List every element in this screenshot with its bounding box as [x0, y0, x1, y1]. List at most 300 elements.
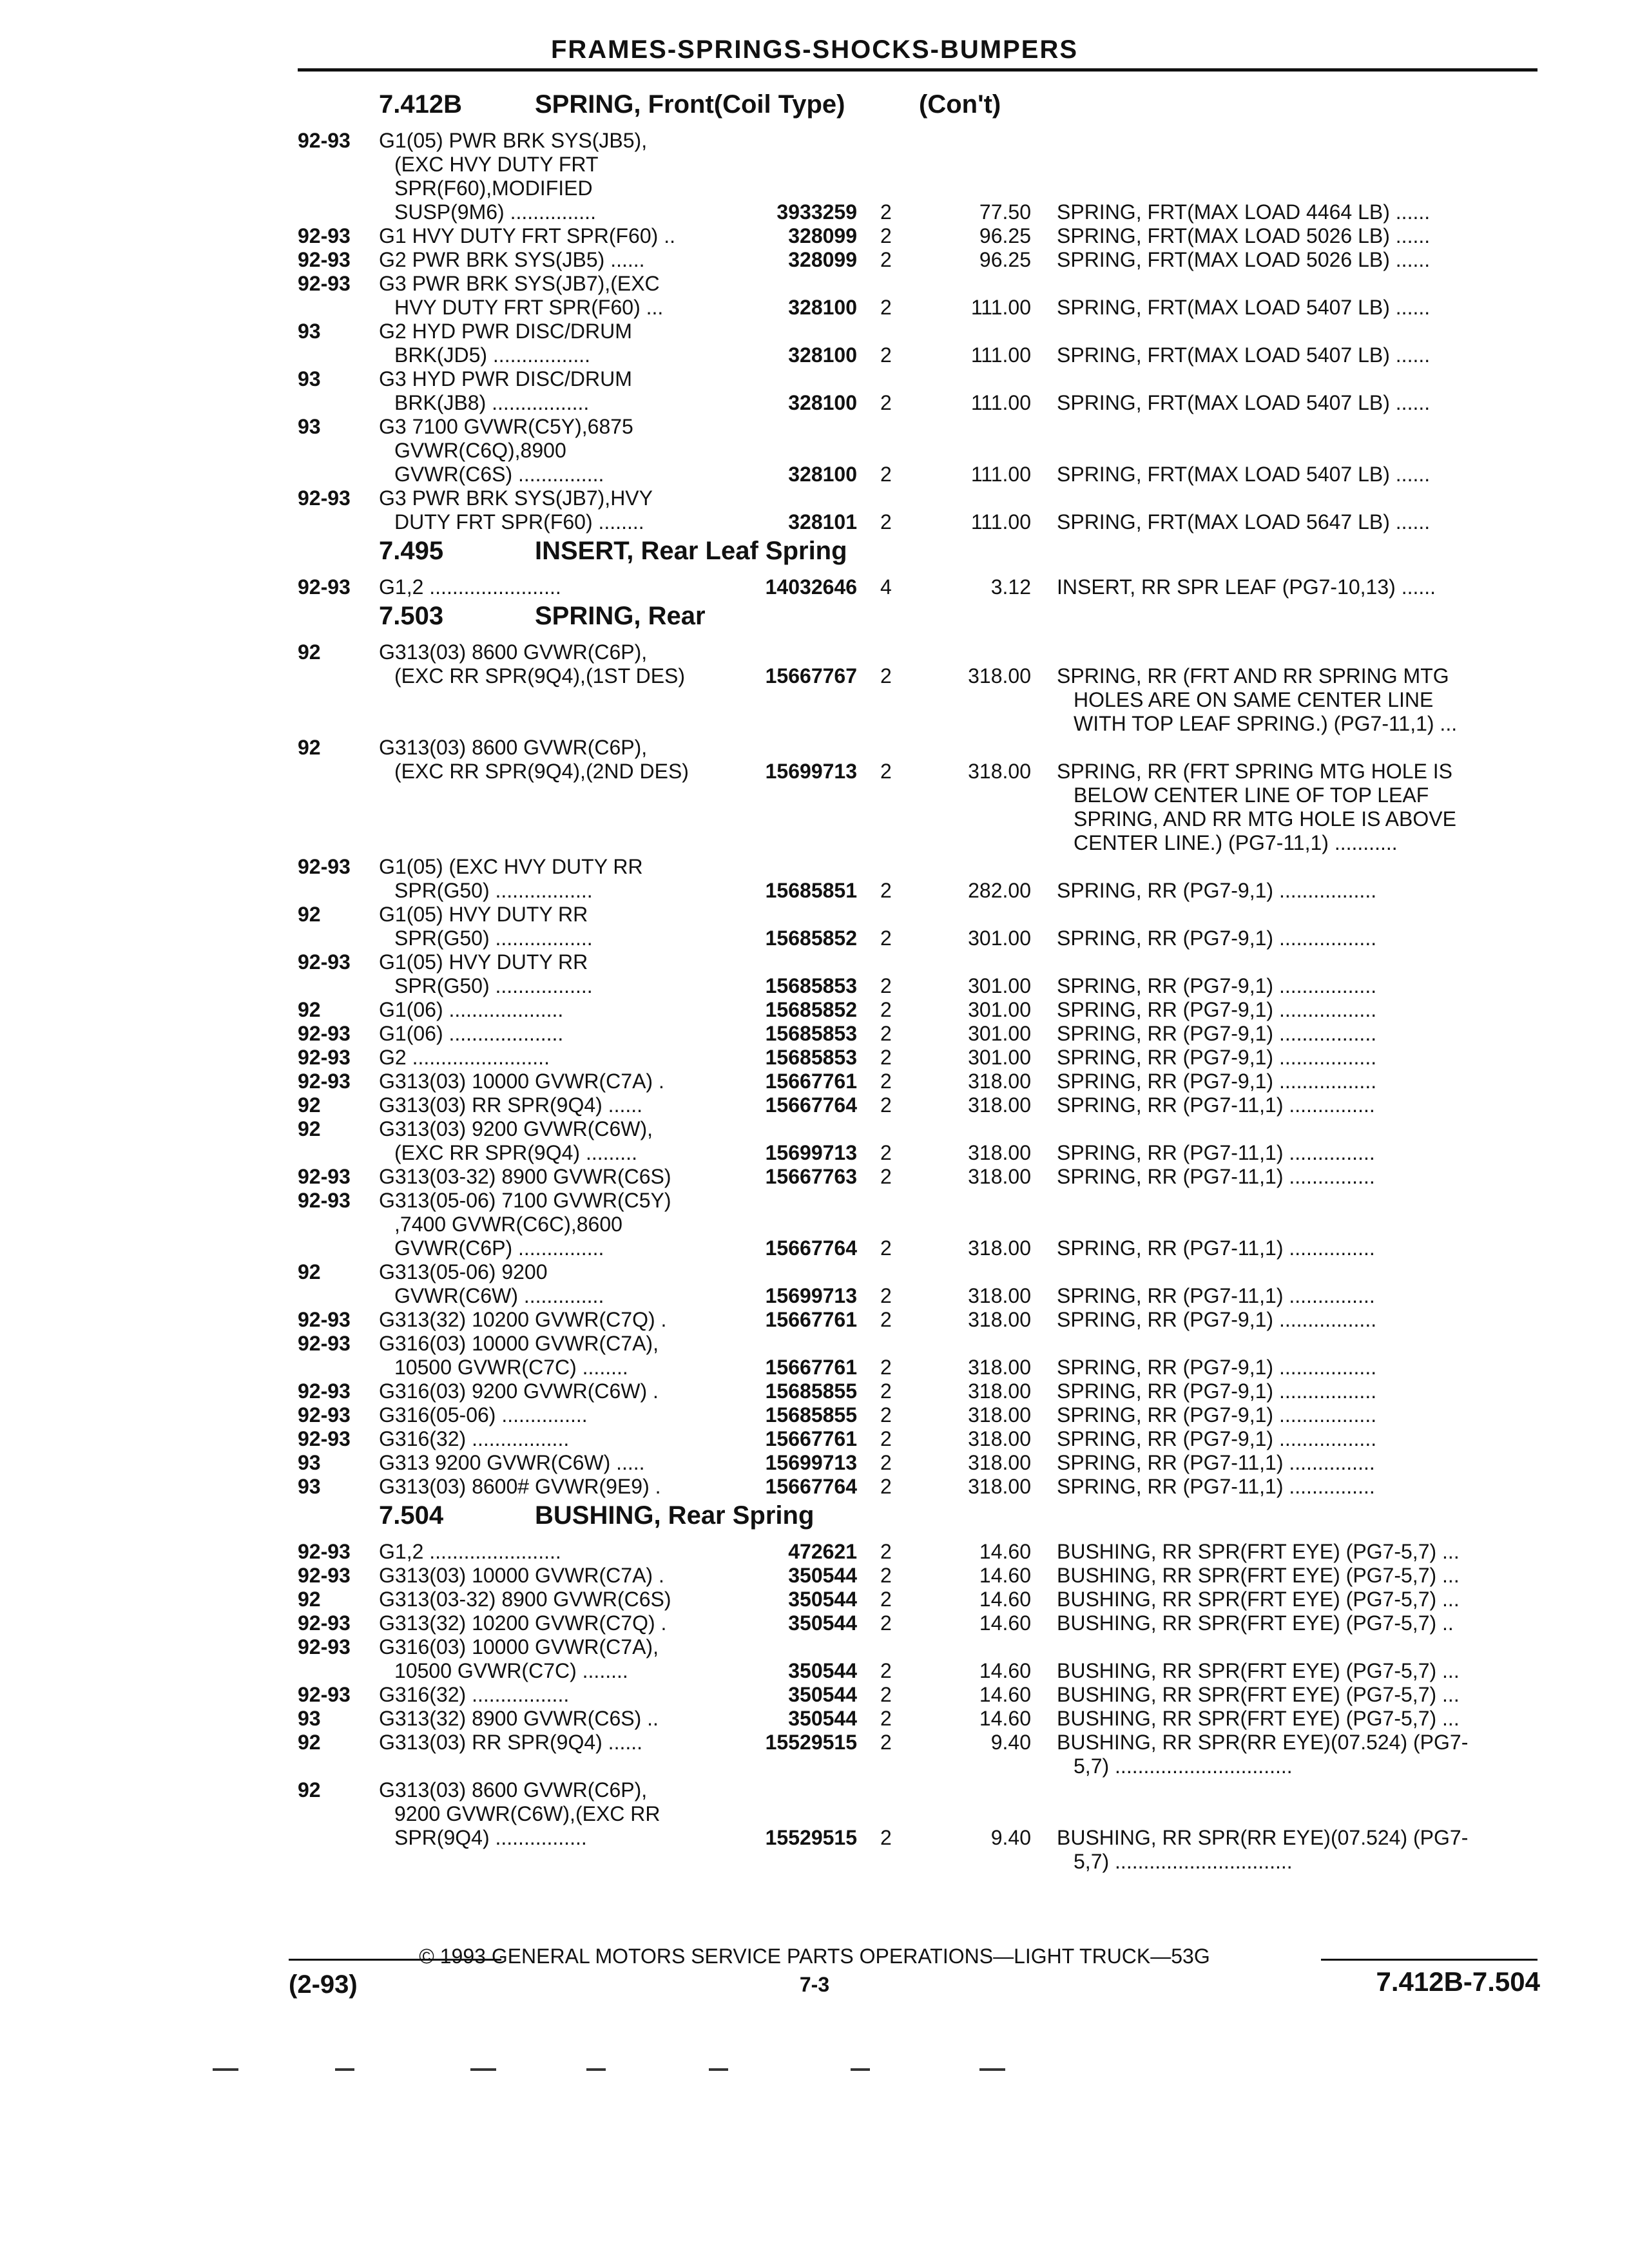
model-application: 10500 GVWR(C7C) ........ [394, 1356, 628, 1379]
part-number: 15667761 [765, 1070, 857, 1093]
part-number: 15685853 [765, 1046, 857, 1069]
model-application: G313(03) 8600 GVWR(C6P), [379, 1778, 648, 1802]
model-application: G313(03) 10000 GVWR(C7A) . [379, 1070, 664, 1093]
part-number: 15529515 [765, 1731, 857, 1754]
model-application: G1 HVY DUTY FRT SPR(F60) .. [379, 224, 675, 247]
table-row [0, 855, 1629, 903]
model-application: G313(03-32) 8900 GVWR(C6S) [379, 1165, 671, 1188]
part-description: WITH TOP LEAF SPRING.) (PG7-11,1) ... [1074, 712, 1458, 735]
table-row [0, 1379, 1629, 1403]
part-description: SPRING, RR (PG7-9,1) ................. [1057, 1403, 1377, 1427]
model-application: 10500 GVWR(C7C) ........ [394, 1659, 628, 1682]
model-application: G316(03) 10000 GVWR(C7A), [379, 1332, 659, 1355]
table-row [0, 1707, 1629, 1731]
part-number: 328100 [788, 296, 857, 319]
part-number: 350544 [788, 1588, 857, 1611]
model-year: 92-93 [298, 1070, 351, 1093]
quantity: 2 [880, 927, 892, 950]
model-application: SPR(F60),MODIFIED [394, 177, 593, 200]
model-application: G1(06) .................... [379, 998, 564, 1021]
price: 301.00 [968, 974, 1031, 997]
quantity: 2 [880, 1356, 892, 1379]
part-number: 15667764 [765, 1475, 857, 1498]
part-number: 328100 [788, 343, 857, 367]
price: 282.00 [968, 879, 1031, 902]
section-heading [0, 602, 1629, 634]
part-number: 350544 [788, 1611, 857, 1635]
part-description: SPRING, FRT(MAX LOAD 5026 LB) ...... [1057, 224, 1431, 247]
model-application: G2 ........................ [379, 1046, 550, 1069]
page-header-title: FRAMES-SPRINGS-SHOCKS-BUMPERS [550, 35, 1079, 64]
price: 318.00 [968, 1475, 1031, 1498]
quantity: 2 [880, 1475, 892, 1498]
table-row [0, 1189, 1629, 1260]
price: 318.00 [968, 1451, 1031, 1474]
price: 301.00 [968, 998, 1031, 1021]
price: 318.00 [968, 1284, 1031, 1307]
model-year: 93 [298, 320, 321, 343]
price: 318.00 [968, 1427, 1031, 1450]
header-rule [298, 68, 1537, 72]
part-description: BUSHING, RR SPR(FRT EYE) (PG7-5,7) ... [1057, 1564, 1460, 1587]
model-application: G1,2 ....................... [379, 575, 561, 599]
table-row [0, 1403, 1629, 1427]
quantity: 2 [880, 200, 892, 224]
model-year: 92-93 [298, 486, 351, 510]
model-application: BRK(JD5) ................. [394, 343, 591, 367]
model-application: G313(32) 10200 GVWR(C7Q) . [379, 1308, 667, 1331]
part-number: 328100 [788, 391, 857, 414]
price: 14.60 [979, 1611, 1031, 1635]
quantity: 2 [880, 1141, 892, 1164]
footer-copyright: © 1993 GENERAL MOTORS SERVICE PARTS OPERATIONS—LIGHT TRUCK—53G [419, 1945, 1210, 1968]
model-application: G313(32) 10200 GVWR(C7Q) . [379, 1611, 667, 1635]
quantity: 2 [880, 1659, 892, 1682]
model-year: 92 [298, 1093, 321, 1117]
table-row [0, 950, 1629, 998]
part-description: SPRING, RR (PG7-11,1) ............... [1057, 1093, 1375, 1117]
model-year: 92 [298, 1731, 321, 1754]
table-row [0, 129, 1629, 224]
part-number: 350544 [788, 1683, 857, 1706]
part-description: BUSHING, RR SPR(RR EYE)(07.524) (PG7- [1057, 1826, 1469, 1849]
model-year: 92-93 [298, 272, 351, 295]
quantity: 2 [880, 1611, 892, 1635]
part-description: SPRING, RR (PG7-11,1) ............... [1057, 1236, 1375, 1260]
part-number: 3933259 [776, 200, 857, 224]
table-row [0, 1117, 1629, 1165]
part-description: INSERT, RR SPR LEAF (PG7-10,13) ...... [1057, 575, 1436, 599]
table-row [0, 575, 1629, 599]
price: 96.25 [979, 224, 1031, 247]
table-row [0, 1588, 1629, 1611]
table-row [0, 1731, 1629, 1778]
model-year: 93 [298, 1475, 321, 1498]
price: 301.00 [968, 1022, 1031, 1045]
quantity: 2 [880, 463, 892, 486]
section-number: 7.495 [379, 537, 444, 565]
price: 318.00 [968, 664, 1031, 687]
table-row [0, 1778, 1629, 1873]
part-description: SPRING, AND RR MTG HOLE IS ABOVE [1074, 807, 1456, 831]
part-number: 15685853 [765, 1022, 857, 1045]
quantity: 2 [880, 974, 892, 997]
section-number: 7.504 [379, 1501, 444, 1530]
price: 318.00 [968, 1236, 1031, 1260]
model-year: 92-93 [298, 1332, 351, 1355]
model-application: G313(03) 8600 GVWR(C6P), [379, 736, 648, 759]
model-year: 92 [298, 1260, 321, 1283]
table-row [0, 640, 1629, 735]
part-description: SPRING, FRT(MAX LOAD 5407 LB) ...... [1057, 296, 1431, 319]
part-description: 5,7) ............................... [1074, 1754, 1293, 1778]
section-title: SPRING, Rear [535, 602, 706, 630]
model-application: (EXC RR SPR(9Q4),(2ND DES) [394, 760, 689, 783]
price: 14.60 [979, 1707, 1031, 1730]
part-number: 350544 [788, 1707, 857, 1730]
price: 3.12 [990, 575, 1031, 599]
table-row [0, 486, 1629, 534]
table-row [0, 1611, 1629, 1635]
quantity: 2 [880, 248, 892, 271]
part-description: SPRING, RR (PG7-9,1) ................. [1057, 998, 1377, 1021]
quantity: 2 [880, 1427, 892, 1450]
model-application: GVWR(C6P) ............... [394, 1236, 604, 1260]
model-application: GVWR(C6W) .............. [394, 1284, 604, 1307]
quantity: 2 [880, 224, 892, 247]
table-row [0, 1046, 1629, 1070]
quantity: 2 [880, 1564, 892, 1587]
model-application: SPR(G50) ................. [394, 927, 593, 950]
part-description: SPRING, RR (FRT AND RR SPRING MTG [1057, 664, 1449, 687]
model-year: 92-93 [298, 1635, 351, 1658]
part-description: SPRING, RR (PG7-9,1) ................. [1057, 1379, 1377, 1403]
model-application: DUTY FRT SPR(F60) ........ [394, 510, 644, 533]
part-number: 14032646 [765, 575, 857, 599]
part-description: CENTER LINE.) (PG7-11,1) ........... [1074, 831, 1398, 854]
part-description: SPRING, FRT(MAX LOAD 5407 LB) ...... [1057, 343, 1431, 367]
model-application: G3 HYD PWR DISC/DRUM [379, 367, 632, 390]
table-row [0, 1451, 1629, 1475]
price: 111.00 [970, 510, 1031, 533]
table-row [0, 367, 1629, 415]
quantity: 2 [880, 1093, 892, 1117]
quantity: 2 [880, 1588, 892, 1611]
section-title: SPRING, Front(Coil Type) [535, 90, 845, 119]
model-application: G3 PWR BRK SYS(JB7),HVY [379, 486, 653, 510]
part-number: 328099 [788, 224, 857, 247]
part-number: 350544 [788, 1564, 857, 1587]
part-description: SPRING, RR (PG7-9,1) ................. [1057, 1308, 1377, 1331]
part-number: 15685852 [765, 927, 857, 950]
scan-mark [470, 2068, 496, 2071]
model-application: G313(03) 8600 GVWR(C6P), [379, 640, 648, 664]
model-year: 92 [298, 998, 321, 1021]
table-row [0, 1070, 1629, 1093]
quantity: 2 [880, 1451, 892, 1474]
model-application: GVWR(C6S) ............... [394, 463, 604, 486]
model-application: G3 7100 GVWR(C5Y),6875 [379, 415, 633, 438]
model-application: SPR(G50) ................. [394, 974, 593, 997]
model-application: (EXC HVY DUTY FRT [394, 153, 599, 176]
model-application: SPR(9Q4) ................ [394, 1826, 587, 1849]
model-year: 93 [298, 1451, 321, 1474]
part-number: 15667761 [765, 1356, 857, 1379]
part-number: 15685851 [765, 879, 857, 902]
model-application: G2 HYD PWR DISC/DRUM [379, 320, 632, 343]
model-application: G313(03) 10000 GVWR(C7A) . [379, 1564, 664, 1587]
quantity: 2 [880, 1046, 892, 1069]
part-description: SPRING, RR (PG7-11,1) ............... [1057, 1165, 1375, 1188]
part-description: BELOW CENTER LINE OF TOP LEAF [1074, 783, 1429, 807]
quantity: 2 [880, 1022, 892, 1045]
part-description: SPRING, RR (PG7-11,1) ............... [1057, 1451, 1375, 1474]
model-application: G313(03) RR SPR(9Q4) ...... [379, 1093, 643, 1117]
model-year: 92 [298, 1778, 321, 1802]
part-description: BUSHING, RR SPR(FRT EYE) (PG7-5,7) .. [1057, 1611, 1454, 1635]
model-application: (EXC RR SPR(9Q4) ......... [394, 1141, 637, 1164]
model-application: HVY DUTY FRT SPR(F60) ... [394, 296, 664, 319]
part-description: SPRING, RR (PG7-9,1) ................. [1057, 1070, 1377, 1093]
price: 14.60 [979, 1659, 1031, 1682]
part-description: SPRING, FRT(MAX LOAD 5647 LB) ...... [1057, 510, 1431, 533]
table-row [0, 1022, 1629, 1046]
price: 318.00 [968, 1379, 1031, 1403]
table-row [0, 903, 1629, 950]
table-row [0, 1427, 1629, 1451]
price: 111.00 [970, 343, 1031, 367]
part-description: HOLES ARE ON SAME CENTER LINE [1074, 688, 1434, 711]
price: 111.00 [970, 391, 1031, 414]
price: 318.00 [968, 1308, 1031, 1331]
model-year: 92-93 [298, 224, 351, 247]
table-row [0, 272, 1629, 320]
model-year: 92-93 [298, 575, 351, 599]
model-year: 92 [298, 640, 321, 664]
footer-page-number: 7-3 [799, 1973, 830, 1996]
quantity: 2 [880, 1165, 892, 1188]
quantity: 2 [880, 1403, 892, 1427]
quantity: 2 [880, 296, 892, 319]
section-title: BUSHING, Rear Spring [535, 1501, 815, 1530]
price: 96.25 [979, 248, 1031, 271]
quantity: 2 [880, 1236, 892, 1260]
model-year: 92-93 [298, 1427, 351, 1450]
part-description: SPRING, RR (PG7-9,1) ................. [1057, 1427, 1377, 1450]
price: 318.00 [968, 1070, 1031, 1093]
model-application: G313(05-06) 9200 [379, 1260, 548, 1283]
footer-date: (2-93) [289, 1970, 358, 1999]
table-row [0, 998, 1629, 1022]
model-application: G313(03) 9200 GVWR(C6W), [379, 1117, 653, 1140]
quantity: 2 [880, 343, 892, 367]
section-continued: (Con't) [919, 90, 1001, 119]
section-number: 7.412B [379, 90, 462, 119]
model-year: 92-93 [298, 855, 351, 878]
part-description: SPRING, FRT(MAX LOAD 5407 LB) ...... [1057, 463, 1431, 486]
model-year: 92-93 [298, 1022, 351, 1045]
part-number: 328101 [788, 510, 857, 533]
part-description: SPRING, RR (PG7-9,1) ................. [1057, 1356, 1377, 1379]
quantity: 2 [880, 1540, 892, 1563]
price: 318.00 [968, 1165, 1031, 1188]
model-year: 92-93 [298, 129, 351, 152]
model-application: 9200 GVWR(C6W),(EXC RR [394, 1802, 660, 1825]
model-application: G316(32) ................. [379, 1427, 570, 1450]
table-row [0, 1260, 1629, 1308]
price: 14.60 [979, 1588, 1031, 1611]
model-application: G316(03) 10000 GVWR(C7A), [379, 1635, 659, 1658]
part-description: SPRING, RR (PG7-9,1) ................. [1057, 1046, 1377, 1069]
part-number: 328099 [788, 248, 857, 271]
model-year: 92 [298, 1117, 321, 1140]
price: 301.00 [968, 1046, 1031, 1069]
price: 318.00 [968, 1141, 1031, 1164]
part-number: 328100 [788, 463, 857, 486]
part-number: 15685855 [765, 1403, 857, 1427]
model-year: 92-93 [298, 1540, 351, 1563]
model-application: G1(05) HVY DUTY RR [379, 903, 588, 926]
model-application: G1(05) HVY DUTY RR [379, 950, 588, 974]
model-application: BRK(JB8) ................. [394, 391, 590, 414]
model-application: G313 9200 GVWR(C6W) ..... [379, 1451, 645, 1474]
model-year: 92-93 [298, 1165, 351, 1188]
model-year: 92-93 [298, 1308, 351, 1331]
model-application: SUSP(9M6) ............... [394, 200, 596, 224]
model-application: ,7400 GVWR(C6C),8600 [394, 1213, 622, 1236]
part-description: SPRING, RR (FRT SPRING MTG HOLE IS [1057, 760, 1452, 783]
table-row [0, 224, 1629, 248]
part-description: BUSHING, RR SPR(FRT EYE) (PG7-5,7) ... [1057, 1683, 1460, 1706]
part-description: SPRING, RR (PG7-11,1) ............... [1057, 1284, 1375, 1307]
section-heading [0, 537, 1629, 569]
scan-mark [335, 2068, 354, 2071]
model-application: GVWR(C6Q),8900 [394, 439, 566, 462]
quantity: 2 [880, 1308, 892, 1331]
quantity: 2 [880, 391, 892, 414]
part-description: SPRING, RR (PG7-9,1) ................. [1057, 879, 1377, 902]
model-application: G313(03-32) 8900 GVWR(C6S) [379, 1588, 671, 1611]
quantity: 2 [880, 1731, 892, 1754]
model-year: 92-93 [298, 1564, 351, 1587]
quantity: 2 [880, 760, 892, 783]
table-row [0, 1564, 1629, 1588]
table-row [0, 1165, 1629, 1189]
quantity: 2 [880, 1826, 892, 1849]
part-description: SPRING, RR (PG7-9,1) ................. [1057, 974, 1377, 997]
model-application: G1(05) PWR BRK SYS(JB5), [379, 129, 648, 152]
model-year: 93 [298, 415, 321, 438]
section-heading [0, 90, 1629, 122]
table-row [0, 736, 1629, 854]
model-application: G316(05-06) ............... [379, 1403, 588, 1427]
model-application: G1(06) .................... [379, 1022, 564, 1045]
table-row [0, 1332, 1629, 1379]
part-description: BUSHING, RR SPR(FRT EYE) (PG7-5,7) ... [1057, 1540, 1460, 1563]
model-year: 92 [298, 736, 321, 759]
part-number: 15667764 [765, 1093, 857, 1117]
part-description: BUSHING, RR SPR(FRT EYE) (PG7-5,7) ... [1057, 1588, 1460, 1611]
quantity: 2 [880, 1707, 892, 1730]
price: 318.00 [968, 1403, 1031, 1427]
part-number: 15667764 [765, 1236, 857, 1260]
part-number: 15699713 [765, 1284, 857, 1307]
part-number: 15699713 [765, 1451, 857, 1474]
price: 14.60 [979, 1683, 1031, 1706]
price: 9.40 [990, 1826, 1031, 1849]
part-description: SPRING, RR (PG7-11,1) ............... [1057, 1141, 1375, 1164]
table-row [0, 1540, 1629, 1564]
footer-section-range: 7.412B-7.504 [1376, 1966, 1540, 1997]
part-number: 15667763 [765, 1165, 857, 1188]
price: 9.40 [990, 1731, 1031, 1754]
price: 318.00 [968, 1093, 1031, 1117]
part-number: 15685855 [765, 1379, 857, 1403]
part-description: BUSHING, RR SPR(FRT EYE) (PG7-5,7) ... [1057, 1659, 1460, 1682]
scan-mark [979, 2068, 1005, 2071]
table-row [0, 1308, 1629, 1332]
model-application: G313(05-06) 7100 GVWR(C5Y) [379, 1189, 671, 1212]
model-year: 92 [298, 903, 321, 926]
part-description: 5,7) ............................... [1074, 1850, 1293, 1873]
model-year: 92-93 [298, 248, 351, 271]
model-year: 92-93 [298, 1189, 351, 1212]
quantity: 2 [880, 1070, 892, 1093]
table-row [0, 415, 1629, 486]
model-application: SPR(G50) ................. [394, 879, 593, 902]
part-description: SPRING, RR (PG7-9,1) ................. [1057, 927, 1377, 950]
table-row [0, 1635, 1629, 1683]
part-description: BUSHING, RR SPR(RR EYE)(07.524) (PG7- [1057, 1731, 1469, 1754]
model-year: 93 [298, 367, 321, 390]
quantity: 2 [880, 998, 892, 1021]
model-year: 93 [298, 1707, 321, 1730]
quantity: 2 [880, 879, 892, 902]
part-number: 15699713 [765, 760, 857, 783]
table-row [0, 320, 1629, 367]
section-heading [0, 1501, 1629, 1533]
price: 77.50 [979, 200, 1031, 224]
quantity: 2 [880, 664, 892, 687]
part-number: 15667761 [765, 1427, 857, 1450]
scan-mark [709, 2068, 728, 2071]
price: 318.00 [968, 760, 1031, 783]
model-year: 92-93 [298, 1683, 351, 1706]
part-description: BUSHING, RR SPR(FRT EYE) (PG7-5,7) ... [1057, 1707, 1460, 1730]
model-year: 92-93 [298, 1611, 351, 1635]
part-description: SPRING, RR (PG7-9,1) ................. [1057, 1022, 1377, 1045]
quantity: 2 [880, 1379, 892, 1403]
section-number: 7.503 [379, 602, 444, 630]
part-number: 15699713 [765, 1141, 857, 1164]
section-title: INSERT, Rear Leaf Spring [535, 537, 847, 565]
quantity: 2 [880, 1683, 892, 1706]
price: 111.00 [970, 463, 1031, 486]
part-description: SPRING, RR (PG7-11,1) ............... [1057, 1475, 1375, 1498]
scan-mark [213, 2068, 238, 2071]
model-year: 92-93 [298, 950, 351, 974]
quantity: 2 [880, 510, 892, 533]
part-description: SPRING, FRT(MAX LOAD 5026 LB) ...... [1057, 248, 1431, 271]
price: 301.00 [968, 927, 1031, 950]
scan-mark [586, 2068, 606, 2071]
price: 111.00 [970, 296, 1031, 319]
price: 14.60 [979, 1540, 1031, 1563]
quantity: 4 [880, 575, 892, 599]
part-number: 472621 [788, 1540, 857, 1563]
table-row [0, 248, 1629, 272]
model-application: G1(05) (EXC HVY DUTY RR [379, 855, 643, 878]
